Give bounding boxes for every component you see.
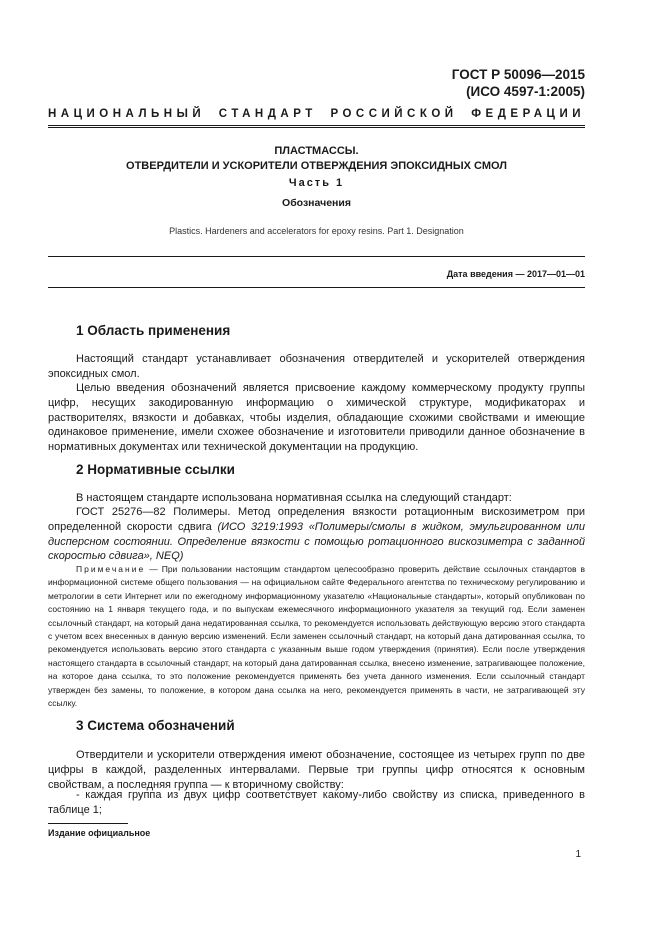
header-rule-bottom xyxy=(48,127,585,128)
note-label: Примечание xyxy=(76,564,146,574)
designation-subtitle: Обозначения xyxy=(282,197,351,209)
section-1-heading: 1 Область применения xyxy=(76,323,231,338)
section-2-note xyxy=(48,563,585,710)
section-1-paragraph-2: Целью введения обозначений является присвоение каждому коммерческому продукту группы цифр, несущих закодированную информацию о химической структуре, модификаторах и растворителях, вязкости и добавках, чтобы изделия, обладающие схожими свойствами и имеющие одинаковое применение, имели схожее обозначение и изготовители приводили данное обозначение в нормативных документах или технической документации на продукцию. xyxy=(48,382,585,454)
section-3-heading: 3 Система обозначений xyxy=(76,718,235,733)
section-3-paragraph-1: Отвердители и ускорители отверждения имеют обозначение, состоящее из четырех групп по две цифры в каждой, разделенных интервалами. Первые три группы цифр относятся к основным свойствам, а последняя группа — к вторичному свойству: xyxy=(48,749,585,791)
section-3-list-item-1: - каждая группа из двух цифр соответствует какому-либо свойству из списка, приведенного в таблице 1; xyxy=(48,789,585,816)
title-line-2: ОТВЕРДИТЕЛИ И УСКОРИТЕЛИ ОТВЕРЖДЕНИЯ ЭПОКСИДНЫХ СМОЛ xyxy=(126,160,507,172)
page-number: 1 xyxy=(575,849,581,860)
official-edition-label: Издание официальное xyxy=(48,828,151,838)
document-code: ГОСТ Р 50096—2015 xyxy=(451,67,585,82)
section-1-paragraph-1: Настоящий стандарт устанавливает обозначения отвердителей и ускорителей отверждения эпоксидных смол. xyxy=(48,353,585,380)
banner-word: СТАНДАРТ xyxy=(218,108,317,120)
english-title: Plastics. Hardeners and accelerators for epoxy resins. Part 1. Designation xyxy=(169,226,464,236)
footer-rule xyxy=(48,823,128,824)
introduction-date: Дата введения — 2017—01—01 xyxy=(446,269,585,279)
title-rule xyxy=(48,256,585,257)
normative-reference-iso: (ИСО 3219:1993 «Полимеры/смолы в жидком, эмульгированном или дисперсном состоянии. Определение вязкости с помощью ротационного вискозиметра с заданной скоростью сдвига», NEQ) xyxy=(48,520,585,563)
banner-word: РОССИЙСКОЙ xyxy=(330,108,458,120)
document-title xyxy=(48,144,585,174)
section-2-heading: 2 Нормативные ссылки xyxy=(76,462,235,477)
title-line-1: ПЛАСТМАССЫ. xyxy=(274,145,359,157)
banner-word: ФЕДЕРАЦИИ xyxy=(471,108,585,120)
section-2-paragraph-2 xyxy=(48,505,585,564)
section-2-paragraph-1: В настоящем стандарте использована нормативная ссылка на следующий стандарт: xyxy=(76,492,512,504)
national-standard-banner xyxy=(48,108,585,120)
normative-reference: ГОСТ 25276—82 Полимеры. Метод определения вязкости ротационным вискозиметром при определенной скорости сдвига xyxy=(48,506,585,533)
banner-word: НАЦИОНАЛЬНЫЙ xyxy=(48,108,206,120)
header-rule-top xyxy=(48,125,585,126)
date-rule xyxy=(48,287,585,288)
iso-reference: (ИСО 4597-1:2005) xyxy=(466,84,585,99)
note-text: — При пользовании настоящим стандартом целесообразно проверить действие ссылочных стандартов в информационной системе общего пользования — на официальном сайте Федерального агентства по техническому регулированию и метрологии в сети Интернет или по ежегодному информационному указателю «Национальные стандарты», который опубликован по состоянию на 1 января текущего года, и по выпускам ежемесячного информационного указателя за текущий год. Если заменен ссылочный стандарт, на который дана недатированная ссылка, то рекомендуется использовать действующую версию этого стандарта с учетом всех внесенных в данную версию изменений. Если заменен ссылочный стандарт, на который дана датированная ссылка, то рекомендуется использовать версию этого стандарта с указанным выше годом утверждения (принятия). Если после утверждения настоящего стандарта в ссылочный стандарт, на который дана датированная ссылка, внесено изменение, затрагивающее положение, на которое дана ссылка, то это положение рекомендуется применять без учета данного изменения. Если ссылочный стандарт утвержден без замены, то положение, в котором дана ссылка на него, рекомендуется применять в части, не затрагивающей эту ссылку. xyxy=(48,564,585,709)
document-code-block xyxy=(452,66,585,100)
part-label: Часть 1 xyxy=(288,177,345,189)
